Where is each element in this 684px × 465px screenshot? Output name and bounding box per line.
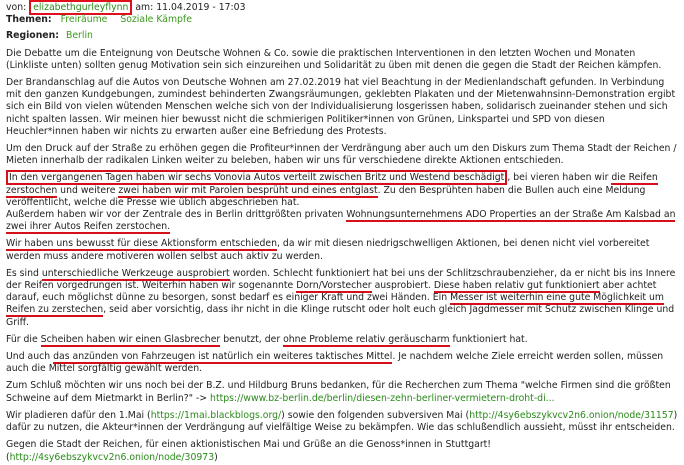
highlight-messer: Messer ist weiterhin eine gute Möglichkeit um Reifen zu zerstechen — [6, 292, 664, 316]
text: ausprobiert. — [371, 280, 434, 292]
highlight-aktionsform: Wir haben uns bewusst für diese Aktionsform entschieden — [6, 238, 278, 250]
highlight-parolen: zwei haben wir mit Parolen besprüht und eines entglast — [118, 184, 378, 196]
text: . Zu den Besprühten haben die Bullen auch eine Meldung veröffentlicht, welche die Presse wie üblich abgeschrieben hat. — [6, 184, 646, 208]
highlight-reifen: die Reifen zerstochen — [6, 172, 658, 196]
tag-freiraeume[interactable]: Freiräume — [60, 14, 108, 26]
paragraph-mai — [6, 410, 680, 434]
text: , da wir mit diesen niedrigschwelligen Aktionen, bei denen nicht viel vorbereitet werden muss andere motiveren wollen selbst auch aktiv zu werden. — [6, 238, 650, 262]
text: ) dafür zu nutzen, die Akteur*innen der Verdrängung auf vielfältige Weise zu bekämpfen. Wie das schlußendlich aussieht, müsst ihr entscheiden. — [6, 409, 678, 434]
highlight-ado: Wohnungsunternehmens ADO Properties an der Straße Am Kalsbad an zwei ihrer Autos Reifen zerstochen. — [6, 209, 676, 233]
text: funktioniert hat. — [449, 333, 528, 345]
text: Gegen die Stadt der Reichen, für einen aktionistischen Mai und Grüße an die Genoss*innen in Stuttgart! ( — [6, 439, 492, 463]
paragraph-brandanschlag: Der Brandanschlag auf die Autos von Deutsche Wohnen am 27.02.2019 hat viel Beachtung in der Medienlandschaft gefunden. In Verbindung mit den ganzen Kundgebungen, zumindest behinderten Zwangsräumungen, geklebten Plakaten und der Mietenwahnsinn-Demonstration ergibt sich ein Bild von vielen wütenden Menschen welche sich von der Individualisierung losgerissen haben, solidarisch zueinander stehen und sich nicht spalten lassen. Wir meinen hier bewusst nicht die schmierigen Politiker*innen von Grünen, Linkspartei und SPD von diesen Heuchler*innen haben wir nichts zu erwarten außer eine Befriedung des Protests. — [6, 77, 676, 137]
text: Und auch — [6, 351, 54, 363]
paragraph-anzuenden — [6, 351, 680, 375]
text: , seid aber vorsichtig, dass ihr nicht in die Klinge rutscht oder holt euch gleich Jagdmesser mit Schutz zwischen Klinge und Griff. — [6, 304, 675, 328]
post-date: 11.04.2019 - 17:03 — [156, 2, 246, 13]
author-name[interactable]: elizabethgurleyflynn — [33, 2, 129, 13]
text: Es sind — [6, 267, 42, 279]
text: und weitere — [57, 184, 119, 196]
highlight-dorn: Dorn/Vorstecher — [296, 280, 372, 292]
text: aber achtet darauf, euch möglichst dünne zu besorgen, sonst bedarf es einiger Kraft und zwei Händen. Ein — [6, 280, 657, 304]
bz-link[interactable]: https://www.bz-berlin.de/berlin/diesen-zehn-berliner-vermietern-droht-di... — [210, 392, 555, 404]
highlight-anzuenden: das anzünden von Fahrzeugen ist natürlich ein weiteres taktisches Mittel — [53, 351, 393, 363]
author-link[interactable] — [29, 0, 132, 15]
highlight-funktioniert: Diese haben relativ gut funktioniert — [433, 280, 600, 292]
paragraph-vonovia — [6, 172, 680, 209]
onion-link-30973[interactable]: http://4sy6ebszykvcv2n6.onion/node/30973 — [9, 451, 215, 463]
paragraph-schluss — [6, 380, 680, 404]
regionen-label: Regionen: — [6, 30, 59, 42]
text: Außerdem haben wir vor der Zentrale des in Berlin drittgrößten privaten — [6, 209, 347, 221]
highlight-glasbrecher: Scheiben haben wir einen Glasbrecher — [40, 333, 221, 345]
text: ) sowie den folgenden subversiven Mai ( — [281, 409, 470, 421]
paragraph-werkzeuge — [6, 268, 680, 329]
onion-link-31157[interactable]: http://4sy6ebszykvcv2n6.onion/node/31157 — [469, 409, 674, 421]
text: ) — [214, 451, 218, 463]
region-berlin[interactable]: Berlin — [65, 30, 93, 42]
am-label: am: — [135, 2, 154, 13]
blackblogs-link[interactable]: https://1mai.blackblogs.org/ — [150, 409, 282, 421]
meta-line — [6, 2, 680, 14]
text: . Je nachdem welche Ziele erreicht werden sollen, müssen auch die Mittel sorgfältig gewählt werden. — [6, 351, 664, 375]
text: benutzt, der — [220, 333, 284, 345]
tag-soziale-kaempfe[interactable]: Soziale Kämpfe — [120, 14, 192, 26]
text: Wir pladieren dafür den 1.Mai ( — [6, 409, 151, 421]
text: Für die — [6, 333, 41, 345]
paragraph-intro: Die Debatte um die Enteignung von Deutsche Wohnen & Co. sowie die praktischen Interventionen in den letzten Wochen und Monaten (Linkliste unten) sollten genug Motivation sein sich einzureihen und Solidarität zu üben mit denen die gegen die Stadt der Reichen kämpfen. — [6, 47, 662, 71]
highlight-vonovia: In den vergangenen Tagen haben wir sechs Vonovia Autos verteilt zwischen Britz und Westend beschädigt — [6, 170, 507, 185]
paragraph-druck: Um den Druck auf der Straße zu erhöhen gegen die Profiteur*innen der Verdrängung aber auch um den Diskurs zum Thema Stadt der Reichen / Mieten innerhalb der radikalen Linken weiter zu beleben, haben wir uns für verschiedene direkte Aktionen entschieden. — [6, 143, 677, 167]
paragraph-ado — [6, 209, 680, 233]
text: Zum Schluß möchten wir uns noch bei der B.Z. und Hildburg Bruns bedanken, für die Recherchen zum Thema "welche Firmen sind die größten Schweine auf dem Mietmarkt in Berlin?" -> — [6, 380, 671, 404]
von-label: von: — [6, 2, 27, 13]
paragraph-aktionsform — [6, 238, 680, 262]
paragraph-glasbrecher — [6, 334, 680, 346]
highlight-geraeuscharm: ohne Probleme relativ geräuscharm — [283, 333, 450, 345]
highlight-werkzeuge: unterschiedliche Werkzeuge ausprobiert — [41, 267, 230, 279]
paragraph-gruesse — [6, 439, 680, 463]
themen-label: Themen: — [6, 14, 52, 26]
regionen-line — [6, 30, 680, 42]
themen-line — [6, 14, 680, 26]
text: worden. Schlecht funktioniert hat bei uns der Schlitzschraubenzieher, da er nicht bis ins Innere der Reifen vorgedrungen ist. Weiterhin haben wir sogenannte — [6, 267, 676, 292]
text: , bei vieren haben wir — [507, 172, 612, 184]
